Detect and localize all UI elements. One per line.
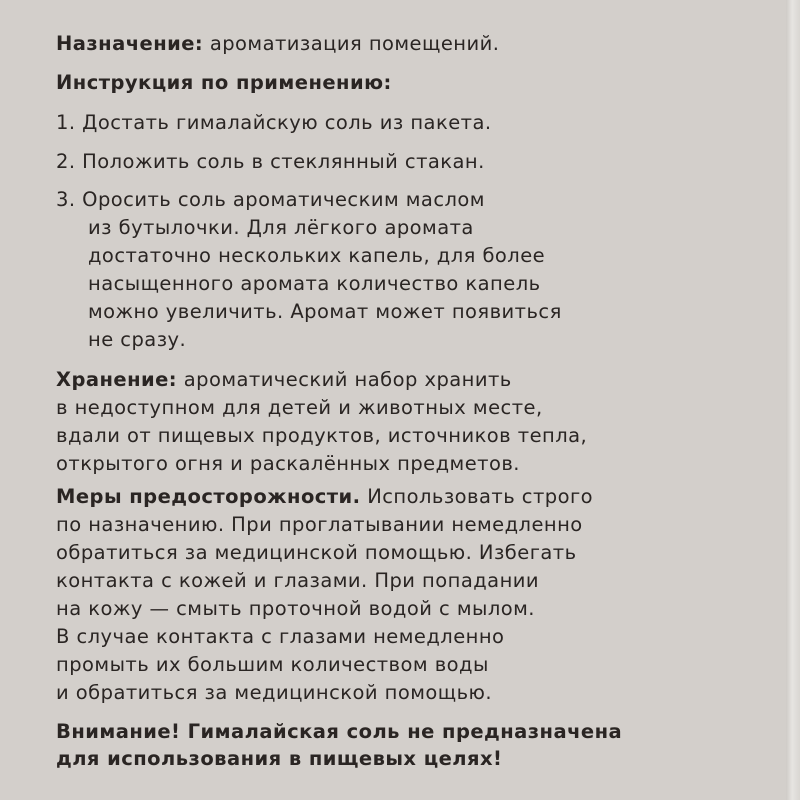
precautions-line: по назначению. При проглатывании немедленно: [56, 513, 583, 536]
storage-line: открытого огня и раскалённых предметов.: [56, 452, 520, 475]
warning-line: для использования в пищевых целях!: [56, 747, 503, 770]
precautions-line: обратиться за медицинской помощью. Избегать: [56, 541, 577, 564]
purpose-text: ароматизация помещений.: [203, 32, 500, 55]
instruction-step-1: 1. Достать гималайскую соль из пакета.: [56, 111, 492, 134]
instruction-step-3-line: можно увеличить. Аромат может появиться: [88, 300, 562, 323]
purpose-label: Назначение:: [56, 32, 204, 55]
precautions-line: контакта с кожей и глазами. При попадании: [56, 569, 540, 592]
storage-label: Хранение:: [56, 368, 178, 391]
instruction-step-3-line: насыщенного аромата количество капель: [88, 272, 541, 295]
storage-line: в недоступном для детей и животных месте,: [56, 396, 543, 419]
instruction-step-3-line: 3. Оросить соль ароматическим маслом: [56, 188, 485, 211]
storage-line: вдали от пищевых продуктов, источников тепла,: [56, 424, 588, 447]
storage-line: Хранение: ароматический набор хранить: [56, 368, 512, 391]
warning-line: Внимание! Гималайская соль не предназначена: [56, 720, 623, 743]
precautions-line: В случае контакта с глазами немедленно: [56, 625, 505, 648]
precautions-line: и обратиться за медицинской помощью.: [56, 681, 493, 704]
precautions-line: Меры предосторожности. Использовать строго: [56, 485, 594, 508]
instruction-step-3-line: из бутылочки. Для лёгкого аромата: [88, 216, 474, 239]
instruction-step-3-line: не сразу.: [88, 328, 187, 351]
precautions-line: промыть их большим количеством воды: [56, 653, 489, 676]
precautions-line: на кожу — смыть проточной водой с мылом.: [56, 597, 535, 620]
instructions-heading: Инструкция по применению:: [56, 71, 392, 94]
instruction-step-2: 2. Положить соль в стеклянный стакан.: [56, 150, 485, 173]
precautions-label: Меры предосторожности.: [56, 485, 361, 508]
package-edge: [786, 0, 800, 800]
purpose-line: [56, 31, 499, 57]
instruction-step-3-line: достаточно нескольких капель, для более: [88, 244, 546, 267]
